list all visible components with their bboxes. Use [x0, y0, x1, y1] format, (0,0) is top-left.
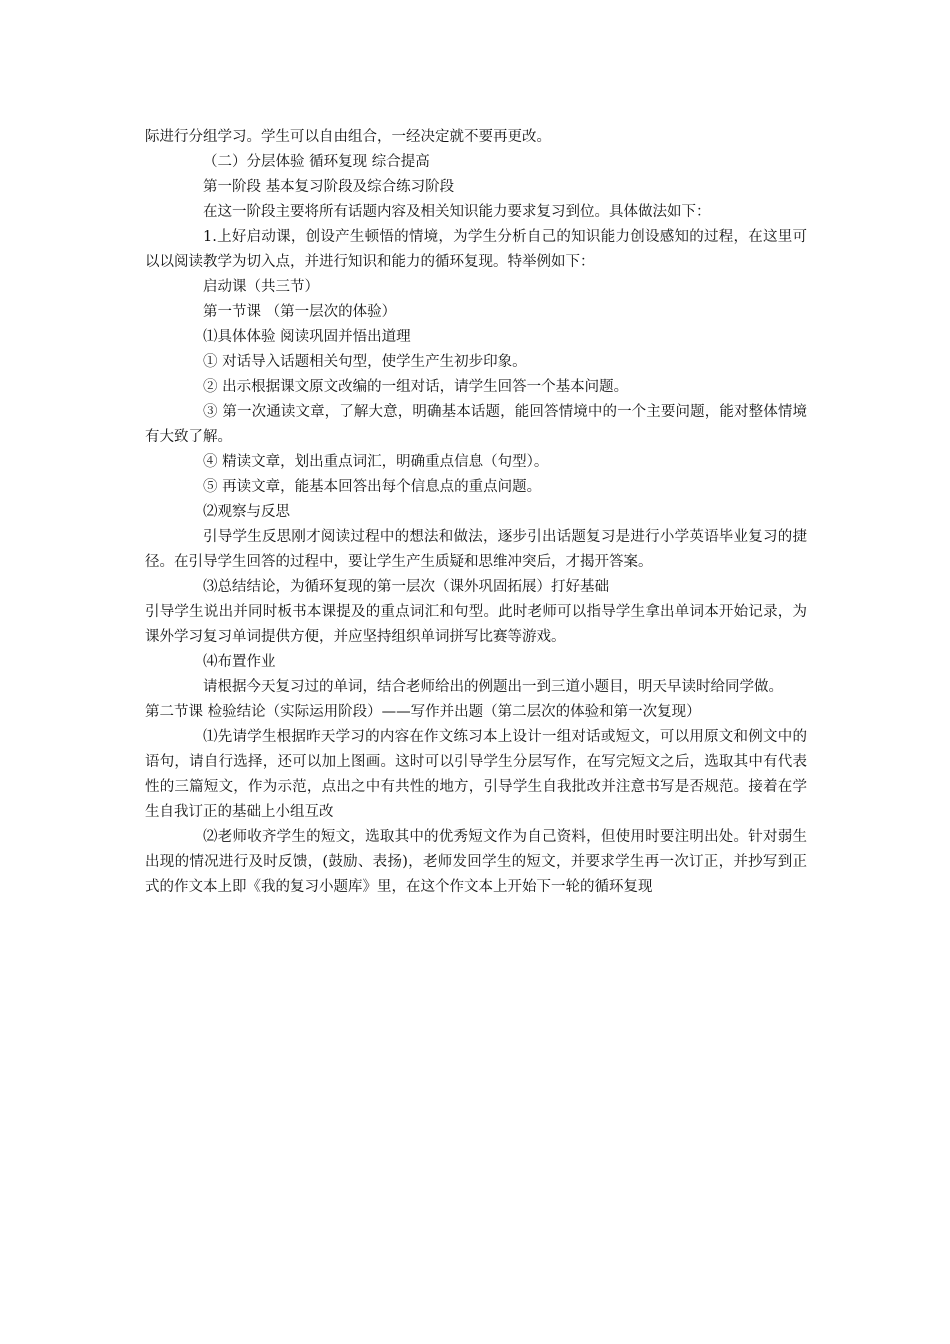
step-3-heading: ⑶总结结论，为循环复现的第一层次（课外巩固拓展）打好基础 [203, 579, 609, 595]
paragraph-6: 启动课（共三节） [203, 279, 319, 295]
list-item-3: ③ 第一次通读文章，了解大意，明确基本话题，能回答情境中的一个主要问题，能对整体情境有大致了解。 [145, 404, 807, 445]
step-1-heading: ⑴具体体验 阅读巩固并悟出道理 [203, 329, 411, 345]
section-heading-2: （二）分层体验 循环复现 综合提高 [203, 154, 430, 170]
list-item-2: ② 出示根据课文原文改编的一组对话，请学生回答一个基本问题。 [203, 379, 629, 395]
stage-heading: 第一阶段 基本复习阶段及综合练习阶段 [203, 179, 455, 195]
paragraph-19: 请根据今天复习过的单词，结合老师给出的例题出一到三道小题目，明天早读时给同学做。 [203, 679, 783, 695]
paragraph-17: 引导学生说出并同时板书本课提及的重点词汇和句型。此时老师可以指导学生拿出单词本开始记录，为课外学习复习单词提供方便，并应坚持组织单词拼写比赛等游戏。 [145, 604, 807, 645]
paragraph-21: ⑴先请学生根据昨天学习的内容在作文练习本上设计一组对话或短文，可以用原文和例文中的语句，请自行选择，还可以加上图画。这时可以引导学生分层写作，在写完短文之后，选取其中有代表性的三篇短文，作为示范，点出之中有共性的地方，引导学生自我批改并注意书写是否规范。接着在学生自我订正的基础上小组互改 [145, 729, 807, 820]
paragraph-22: ⑵老师收齐学生的短文，选取其中的优秀短文作为自己资料，但使用时要注明出处。针对弱生出现的情况进行及时反馈，(鼓励、表扬)，老师发回学生的短文，并要求学生再一次订正，并抄写到正式的作文本上即《我的复习小题库》里，在这个作文本上开始下一轮的循环复现 [145, 829, 807, 895]
list-item-5: ⑤ 再读文章，能基本回答出每个信息点的重点问题。 [203, 479, 542, 495]
step-4-heading: ⑷布置作业 [203, 654, 276, 670]
step-2-heading: ⑵观察与反思 [203, 504, 290, 520]
list-item-4: ④ 精读文章，划出重点词汇，明确重点信息（句型）。 [203, 454, 549, 470]
document-body [145, 125, 807, 900]
paragraph-5: 1.上好启动课，创设产生顿悟的情境，为学生分析自己的知识能力创设感知的过程，在这里可以以阅读教学为切入点，并进行知识和能力的循环复现。特举例如下： [145, 229, 807, 270]
paragraph-1: 际进行分组学习。学生可以自由组合，一经决定就不要再更改。 [145, 129, 551, 145]
list-item-1: ① 对话导入话题相关句型，使学生产生初步印象。 [203, 354, 527, 370]
lesson-1-heading: 第一节课 （第一层次的体验） [203, 304, 397, 320]
paragraph-15: 引导学生反思刚才阅读过程中的想法和做法，逐步引出话题复习是进行小学英语毕业复习的捷径。在引导学生回答的过程中，要让学生产生质疑和思维冲突后，才揭开答案。 [145, 529, 807, 570]
lesson-2-heading: 第二节课 检验结论（实际运用阶段）——写作并出题（第二层次的体验和第一次复现） [145, 704, 701, 720]
paragraph-4: 在这一阶段主要将所有话题内容及相关知识能力要求复习到位。具体做法如下： [203, 204, 711, 220]
